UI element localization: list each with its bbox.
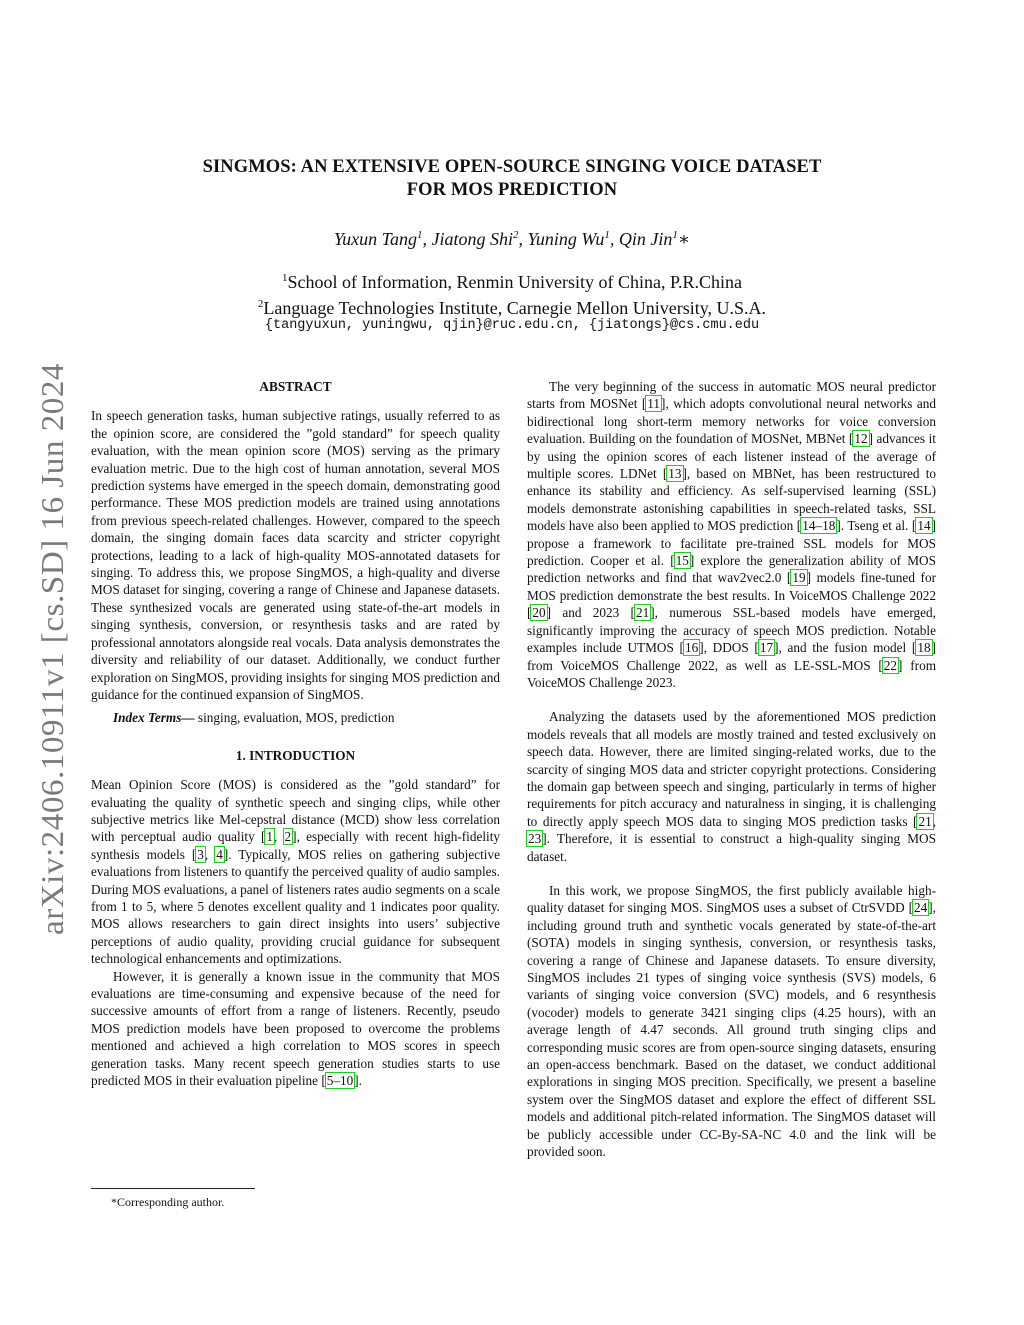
citation-link[interactable]: 13 xyxy=(668,466,682,482)
title-line-2: FOR MOS PREDICTION xyxy=(406,180,618,200)
author-separator: ∗ xyxy=(677,229,691,249)
left-column xyxy=(91,378,500,1089)
citation-link[interactable]: 2 xyxy=(284,829,292,845)
citation-link[interactable]: 1 xyxy=(266,829,273,845)
title-line-1: SINGMOS: AN EXTENSIVE OPEN-SOURCE SINGING VOICE DATASET xyxy=(202,157,822,177)
abstract-heading: ABSTRACT xyxy=(259,379,332,394)
affiliation-line xyxy=(120,267,904,293)
citation-link[interactable]: 17 xyxy=(759,640,774,656)
arxiv-identifier[interactable] xyxy=(33,360,71,940)
affiliation-text: School of Information, Renmin University of China, P.R.China xyxy=(287,272,742,292)
abstract-text: In speech generation tasks, human subjective ratings, usually referred to as the opinion score, are considered the ”gold standard” for speech quality evaluation, with the mean opinion score (MOS) serving as the primary evaluation metric. Due to the high cost of human annotation, several MOS prediction systems have emerged in the speech domain, demonstrating good performance. These MOS prediction models are trained using annotations from previous speech-related challenges. However, compared to the speech domain, the singing domain faces data scarcity and stricter copyright protections, leading to a lack of high-quality MOS-annotated datasets for singing. To address this, we propose SingMOS, a high-quality and diverse MOS dataset for singing, covering a range of Chinese and Japanese datasets. These synthesized vocals are generated using state-of-the-art models in singing synthesis, conversion, or resynthesis tasks and are rated by professional annotators alongside real vocals. Data analysis demonstrates the diversity and reliability of our dataset. Additionally, we conduct further exploration on SingMOS, providing insights for singing MOS prediction and guidance for the continued expansion of SingMOS. xyxy=(91,408,500,702)
author-affiliation-marker: 1 xyxy=(417,229,423,241)
affiliation-text: Language Technologies Institute, Carnegie Mellon University, U.S.A. xyxy=(263,298,767,318)
arxiv-identifier-text: arXiv:2406.10911v1 [cs.SD] 16 Jun 2024 xyxy=(34,382,70,935)
index-terms-list: singing, evaluation, MOS, prediction xyxy=(194,710,395,726)
citation-link[interactable]: 14 xyxy=(917,518,931,534)
author-name: Jiatong Shi xyxy=(431,229,514,249)
citation-link[interactable]: 14–18 xyxy=(802,518,836,534)
citation-link[interactable]: 3 xyxy=(197,846,204,862)
affiliation-marker: 2 xyxy=(257,298,264,310)
author-separator: , xyxy=(609,229,619,249)
intro-paragraph-1: Mean Opinion Score (MOS) is considered as the ”gold standard” for evaluating the quality of synthetic speech and singing clips, while other subjective metrics like Mel-cepstral distance (MCD) show less correlation with perceptual audio quality [1, 2], especially with recent high-fidelity synthesis models [3, 4]. Typically, MOS relies on gathering subjective evaluations from listeners to quantify the perceived quality of audio samples. During MOS evaluations, a panel of listeners rates audio segments on a scale from 1 to 5, where 5 denotes excellent quality and 1 indicates poor quality. MOS allows researchers to gain direct insights into users’ subjective perceptions of audio quality, providing crucial guidance for subsequent technological enhancements and optimizations. xyxy=(91,777,500,967)
author-name: Yuxun Tang xyxy=(333,229,418,249)
citation-link[interactable]: 5–10 xyxy=(326,1073,354,1089)
citation-link[interactable]: 4 xyxy=(216,846,223,862)
affiliation-marker: 1 xyxy=(282,272,288,284)
author-name: Qin Jin xyxy=(618,229,673,249)
affiliations xyxy=(120,267,904,319)
citation-link[interactable]: 24 xyxy=(914,900,928,916)
citation-link[interactable]: 19 xyxy=(792,570,806,586)
footnote: *Corresponding author. xyxy=(111,1195,225,1209)
author-emails: {tangyuxun, yuningwu, qjin}@ruc.edu.cn, {jiatongs}@cs.cmu.edu xyxy=(264,318,760,333)
index-terms-label: Index Terms— xyxy=(113,710,195,726)
citation-link[interactable]: 12 xyxy=(854,431,868,447)
citation-link[interactable]: 16 xyxy=(684,640,699,656)
paper-title xyxy=(120,156,904,202)
intro-paragraph-2: However, it is generally a known issue in the community that MOS evaluations are time-consuming and expensive because of the need for successive amounts of effort from a range of listeners. Recently, pseudo MOS prediction models have been proposed to overcome the problems mentioned and achieved a high correlation to MOS scores in speech generation tasks. Many recent speech generation studies starts to use predicted MOS in their evaluation pipeline [5–10]. xyxy=(91,968,500,1089)
index-terms xyxy=(91,709,500,726)
right-column xyxy=(527,378,936,1160)
citation-link[interactable]: 21 xyxy=(918,813,932,829)
dataset-analysis-paragraph: Analyzing the datasets used by the aforementioned MOS prediction models reveals that all models are mostly trained and tested exclusively on speech data. However, there are limited singing-related works, due to the scarcity of singing MOS data and stricter copyright protections. Considering the domain gap between speech and singing, particularly in terms of higher requirements for pitch accuracy and naturalness in singing, it is challenging to directly apply speech MOS data to singing MOS prediction tasks [21, 23]. Therefore, it is essential to construct a high-quality singing MOS dataset. xyxy=(527,709,936,864)
citation-link[interactable]: 22 xyxy=(883,657,898,673)
author-list xyxy=(120,223,904,251)
affiliation-line xyxy=(120,293,904,319)
citation-link[interactable]: 23 xyxy=(528,831,542,847)
citation-link[interactable]: 20 xyxy=(532,605,546,621)
author-separator: , xyxy=(422,229,432,249)
related-work-paragraph: The very beginning of the success in automatic MOS neural predictor starts from MOSNet [11], which adopts convolutional neural networks and bidirectional long short-term memory networks for voice conversion evaluation. Building on the foundation of MOSNet, MBNet [12] advances it by using the opinion scores of each listener instead of the average of multiple scores. LDNet [13], based on MBNet, has been restructured to enhance its stability and efficiency. As self-supervised learning (SSL) models demonstrate astonishing capabilities in speech-related tasks, SSL models have also been applied to MOS prediction [14–18]. Tseng et al. [14] propose a framework to facilitate pre-trained SSL models for MOS prediction. Cooper et al. [15] explore the generalization ability of MOS prediction networks and find that wav2vec2.0 [19] models fine-tuned for MOS prediction demonstrate the best results. In VoiceMOS Challenge 2022 [20] and 2023 [21], numerous SSL-based models have emerged, significantly improving the accuracy of speech MOS prediction. Notable examples include UTMOS [16], DDOS [17], and the fusion model [18] from VoiceMOS Challenge 2022, as well as LE-SSL-MOS [22] from VoiceMOS Challenge 2023. xyxy=(527,379,936,690)
author-separator: , xyxy=(518,229,528,249)
citation-link[interactable]: 11 xyxy=(647,396,661,412)
contribution-paragraph: In this work, we propose SingMOS, the first publicly available high-quality dataset for singing MOS. SingMOS uses a subset of CtrSVDD [24], including ground truth and synthetic vocals generated by state-of-the-art (SOTA) models in singing synthesis, conversion, or resynthesis tasks, covering a range of Chinese and Japanese datasets. To ensure diversity, SingMOS includes 21 types of singing voice synthesis (SVS) models, 6 variants of singing voice conversion (SVC) models, and 6 resynthesis (vocoder) models to generate 3421 singing clips (4.25 hours), with an average length of 4.47 seconds. All ground truth singing clips and corresponding music scores are from open-source singing datasets, ensuring an open-access benchmark. Based on the dataset, we conduct additional explorations in singing MOS precition. Specifically, we present a baseline system over the SingMOS dataset and explore the effect of different SSL models and additional pitch-related information. The SingMOS dataset will be publicly accessible under CC-By-SA-NC 4.0 and the link will be provided soon. xyxy=(527,882,936,1160)
citation-link[interactable]: 18 xyxy=(917,640,931,656)
citation-link[interactable]: 15 xyxy=(675,553,689,569)
footnote-divider xyxy=(91,1188,255,1189)
author-name: Yuning Wu xyxy=(527,229,605,249)
introduction-heading: 1. INTRODUCTION xyxy=(235,747,356,763)
citation-link[interactable]: 21 xyxy=(635,605,650,621)
author-affiliation-marker: 1 xyxy=(604,229,610,241)
author-affiliation-marker: 1 xyxy=(672,229,678,241)
author-affiliation-marker: 2 xyxy=(513,229,519,241)
